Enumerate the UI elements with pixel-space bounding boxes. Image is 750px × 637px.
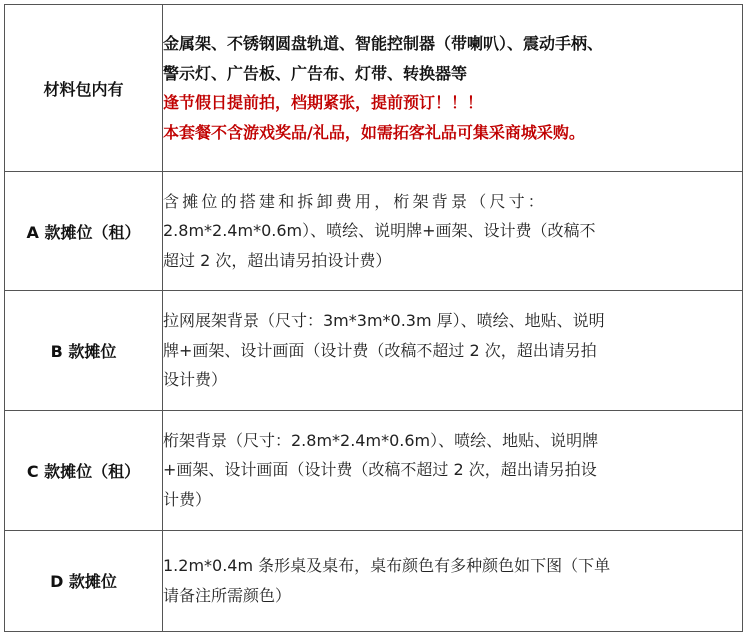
row-content-materials [163,5,743,172]
row-label-materials: 材料包内有 [5,5,163,172]
booth-c-line-1: 桁架背景（尺寸：2.8m*2.4m*0.6m）、喷绘、地贴、说明牌 [163,430,599,450]
booth-d-line-1: 1.2m*0.4m 条形桌及桌布，桌布颜色有多种颜色如下图（下单 [163,556,611,576]
gift-notice-text: 本套餐不含游戏奖品/礼品，如需拓客礼品可集采商城采购。 [163,122,585,142]
row-label-booth-c: C 款摊位（租） [5,410,163,530]
table-row-booth-a [5,172,743,291]
table-row-materials [5,5,743,172]
materials-line-1: 金属架、不锈钢圆盘轨道、智能控制器（带喇叭）、震动手柄、 [163,34,604,54]
row-content-booth-b [163,291,743,411]
booth-a-line-1: 含摊位的搭建和拆卸费用，桁架背景（尺寸： [163,191,548,211]
row-label-booth-b: B 款摊位 [5,291,163,411]
holiday-warning-text: 逢节假日提前拍，档期紧张，提前预订！！！ [163,93,484,113]
row-content-booth-d [163,530,743,632]
table-row-booth-c [5,410,743,530]
booth-a-line-3: 超过 2 次，超出请另拍设计费） [163,250,392,270]
table-row-booth-b [5,291,743,411]
row-label-booth-a: A 款摊位（租） [5,172,163,291]
booth-b-line-1: 拉网展架背景（尺寸：3m*3m*0.3m 厚）、喷绘、地贴、说明 [163,311,605,331]
booth-b-line-2: 牌+画架、设计画面（设计费（改稿不超过 2 次，超出请另拍 [163,340,597,360]
booth-a-line-2: 2.8m*2.4m*0.6m）、喷绘、说明牌+画架、设计费（改稿不 [163,221,596,241]
booth-c-line-3: 计费） [163,489,212,509]
materials-line-2: 警示灯、广告板、广告布、灯带、转换器等 [163,63,468,83]
row-content-booth-a [163,172,743,291]
booth-d-line-2: 请备注所需颜色） [163,585,292,605]
booth-b-line-3: 设计费） [163,370,228,390]
row-label-booth-d: D 款摊位 [5,530,163,632]
package-table [4,4,743,632]
booth-c-line-2: +画架、设计画面（设计费（改稿不超过 2 次，超出请另拍设 [163,460,597,480]
table-row-booth-d [5,530,743,632]
row-content-booth-c [163,410,743,530]
